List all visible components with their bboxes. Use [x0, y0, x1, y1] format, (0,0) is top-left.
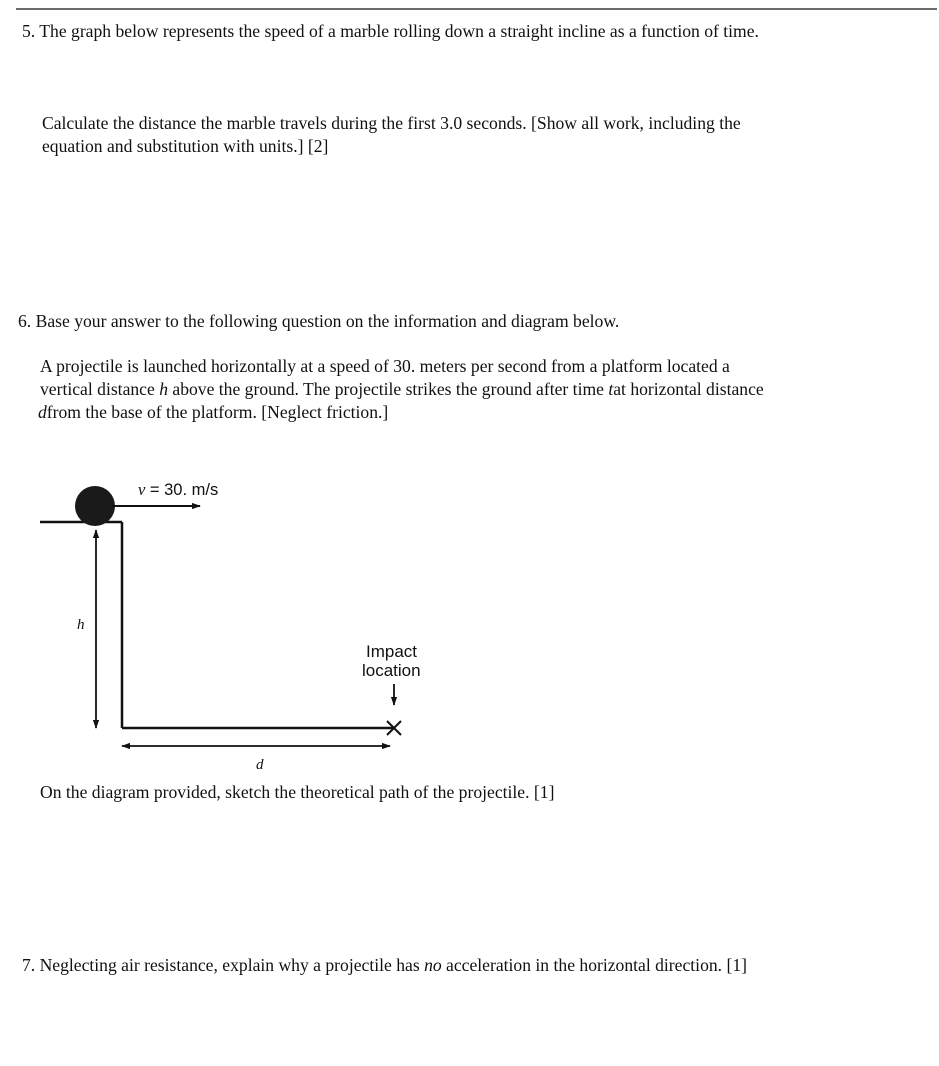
question-6-instruction: On the diagram provided, sketch the theoretical path of the projectile. [1] — [40, 782, 555, 802]
impact-label-line2: location — [362, 661, 421, 680]
question-5-text: 5. The graph below represents the speed of a marble rolling down a straight incline as a function of time. — [22, 21, 759, 41]
question-6-paragraph-line1: A projectile is launched horizontally at a speed of 30. meters per second from a platform located a — [40, 356, 730, 376]
question-7-text: 7. Neglecting air resistance, explain why a projectile has no acceleration in the horizontal direction. [1] — [22, 955, 747, 975]
distance-label: d — [256, 757, 264, 773]
question-6-paragraph-line3: dfrom the base of the platform. [Neglect friction.] — [38, 402, 389, 422]
question-5-prompt-line1: Calculate the distance the marble travels during the first 3.0 seconds. [Show all work, including the — [42, 113, 741, 133]
question-6-text: 6. Base your answer to the following question on the information and diagram below. — [18, 311, 620, 331]
impact-label-line1: Impact — [366, 642, 418, 661]
projectile-ball — [75, 486, 115, 526]
height-label: h — [77, 617, 85, 633]
velocity-label: v = 30. m/s — [138, 480, 219, 499]
question-5-prompt-line2: equation and substitution with units.] [2] — [42, 136, 329, 156]
question-6-paragraph-line2: vertical distance h above the ground. The projectile strikes the ground after time tat horizontal distance — [40, 379, 764, 399]
